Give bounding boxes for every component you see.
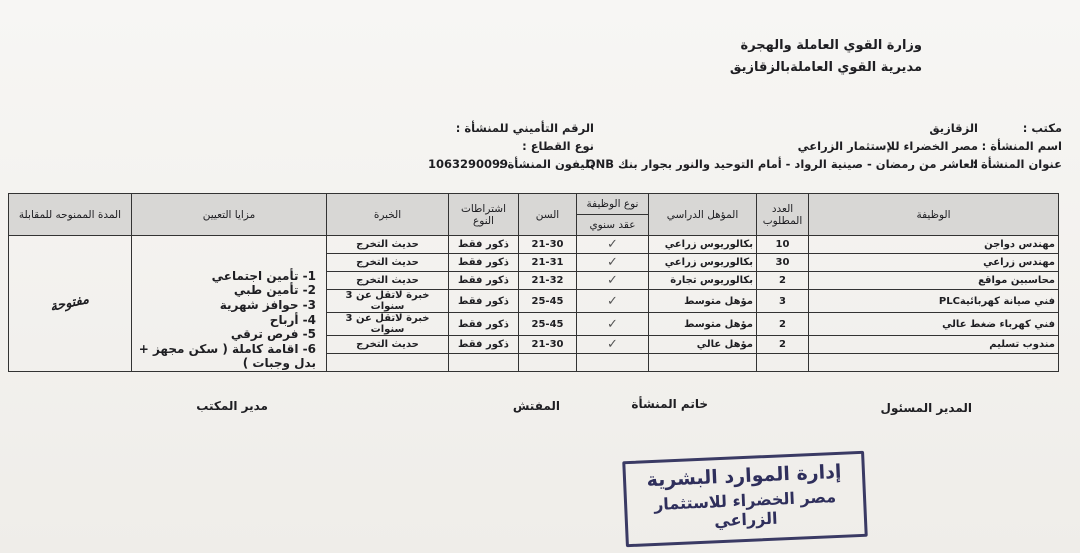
period-value: مفتوحة	[49, 292, 91, 315]
cell-experience: خبرة لاتقل عن 3 سنوات	[327, 313, 449, 336]
cell-qualification: مؤهل متوسط	[649, 313, 757, 336]
cell-qualification: بكالوريوس زراعي	[649, 254, 757, 272]
check-icon: ✓	[577, 313, 649, 336]
cell-qualification: بكالوريوس زراعي	[649, 236, 757, 254]
cell-qualification: مؤهل متوسط	[649, 290, 757, 313]
empty-cell	[577, 354, 649, 372]
benefit-item: 3- حوافز شهرية	[219, 298, 316, 313]
cell-job: فني صيانة كهربائيةPLC	[809, 290, 1059, 313]
cell-age: 25-45	[519, 290, 577, 313]
stamp-line1: إدارة الموارد البشرية	[646, 460, 842, 492]
address-value: العاشر من رمضان - صينية الرواد - أمام التوحيد والنور بجوار بنك QNB	[585, 157, 978, 171]
header-experience: الخبرة	[327, 194, 449, 236]
table-row	[9, 236, 1059, 254]
benefit-item: 5- فرص ترقي	[230, 327, 316, 342]
cell-count: 30	[757, 254, 809, 272]
address-label: عنوان المنشأة :	[972, 157, 1062, 171]
header-conditions: اشتراطات النوع	[449, 194, 519, 236]
empty-cell	[649, 354, 757, 372]
empty-cell	[519, 354, 577, 372]
signature-inspector: المفتش	[512, 399, 560, 413]
check-icon: ✓	[577, 336, 649, 354]
directorate-title: مديرية القوي العاملةبالزقازيق	[729, 60, 922, 75]
benefit-item: 4- أرباح	[269, 312, 316, 327]
cell-qualification: بكالوريوس تجارة	[649, 272, 757, 290]
cell-conditions: ذكور فقط	[449, 236, 519, 254]
header-count: العدد المطلوب	[757, 194, 809, 236]
cell-job: مندوب تسليم	[809, 336, 1059, 354]
cell-job: فني كهرباء ضغط عالي	[809, 313, 1059, 336]
benefit-item: 1- تأمين اجتماعي	[211, 268, 316, 283]
phone-label: تليفون المنشأة :	[498, 157, 594, 171]
check-icon: ✓	[577, 272, 649, 290]
cell-experience: حديث التخرج	[327, 254, 449, 272]
empty-cell	[449, 354, 519, 372]
cell-conditions: ذكور فقط	[449, 272, 519, 290]
cell-age: 21-31	[519, 254, 577, 272]
header-age: السن	[519, 194, 577, 236]
cell-conditions: ذكور فقط	[449, 313, 519, 336]
benefit-item: 2- تأمين طبي	[233, 283, 316, 298]
cell-experience: حديث التخرج	[327, 236, 449, 254]
sector-label: نوع القطاع :	[522, 139, 594, 153]
cell-qualification: مؤهل عالي	[649, 336, 757, 354]
company-stamp	[622, 451, 868, 547]
empty-cell	[327, 354, 449, 372]
check-icon: ✓	[577, 236, 649, 254]
signature-seal: خاتم المنشأة	[631, 397, 708, 411]
header-qualification: المؤهل الدراسي	[649, 194, 757, 236]
check-icon: ✓	[577, 254, 649, 272]
cell-count: 2	[757, 336, 809, 354]
empty-cell	[809, 354, 1059, 372]
ministry-title: وزارة القوي العاملة والهجرة	[740, 38, 922, 53]
header-benefits: مزايا التعيين	[132, 194, 327, 236]
cell-experience: خبرة لاتقل عن 3 سنوات	[327, 290, 449, 313]
cell-count: 2	[757, 313, 809, 336]
stamp-line2: مصر الخضراء للاستثمار الزراعي	[653, 487, 837, 531]
cell-count: 10	[757, 236, 809, 254]
header-job-type: نوع الوظيفة	[577, 194, 649, 215]
name-value: مصر الخضراء للإستثمار الزراعي	[797, 139, 978, 153]
header-period: المدة الممنوحه للمقابلة	[9, 194, 132, 236]
cell-age: 21-30	[519, 236, 577, 254]
office-label: مكتب :	[1022, 121, 1062, 135]
header-job-type-sub: عقد سنوي	[577, 215, 649, 236]
header-job: الوظيفة	[809, 194, 1059, 236]
cell-count: 3	[757, 290, 809, 313]
insurance-label: الرقم التأميني للمنشأة :	[455, 121, 594, 135]
phone-value: 1063290099	[427, 157, 508, 171]
cell-age: 21-30	[519, 336, 577, 354]
signature-office-manager: مدير المكتب	[196, 399, 268, 413]
jobs-table	[8, 193, 1059, 372]
office-value: الزقازيق	[929, 121, 978, 135]
cell-age: 21-32	[519, 272, 577, 290]
cell-job: محاسبين مواقع	[809, 272, 1059, 290]
cell-experience: حديث التخرج	[327, 272, 449, 290]
cell-age: 25-45	[519, 313, 577, 336]
benefit-item: 6- اقامة كاملة ( سكن مجهز + بدل وجبات )	[138, 341, 316, 371]
name-label: اسم المنشأة :	[981, 139, 1062, 153]
cell-count: 2	[757, 272, 809, 290]
check-icon: ✓	[577, 290, 649, 313]
empty-cell	[757, 354, 809, 372]
signature-manager: المدير المسئول	[880, 401, 972, 415]
period-cell	[9, 236, 132, 372]
cell-job: مهندس دواجن	[809, 236, 1059, 254]
benefits-cell	[132, 236, 327, 372]
cell-job: مهندس زراعي	[809, 254, 1059, 272]
cell-conditions: ذكور فقط	[449, 290, 519, 313]
cell-experience: حديث التخرج	[327, 336, 449, 354]
cell-conditions: ذكور فقط	[449, 336, 519, 354]
cell-conditions: ذكور فقط	[449, 254, 519, 272]
